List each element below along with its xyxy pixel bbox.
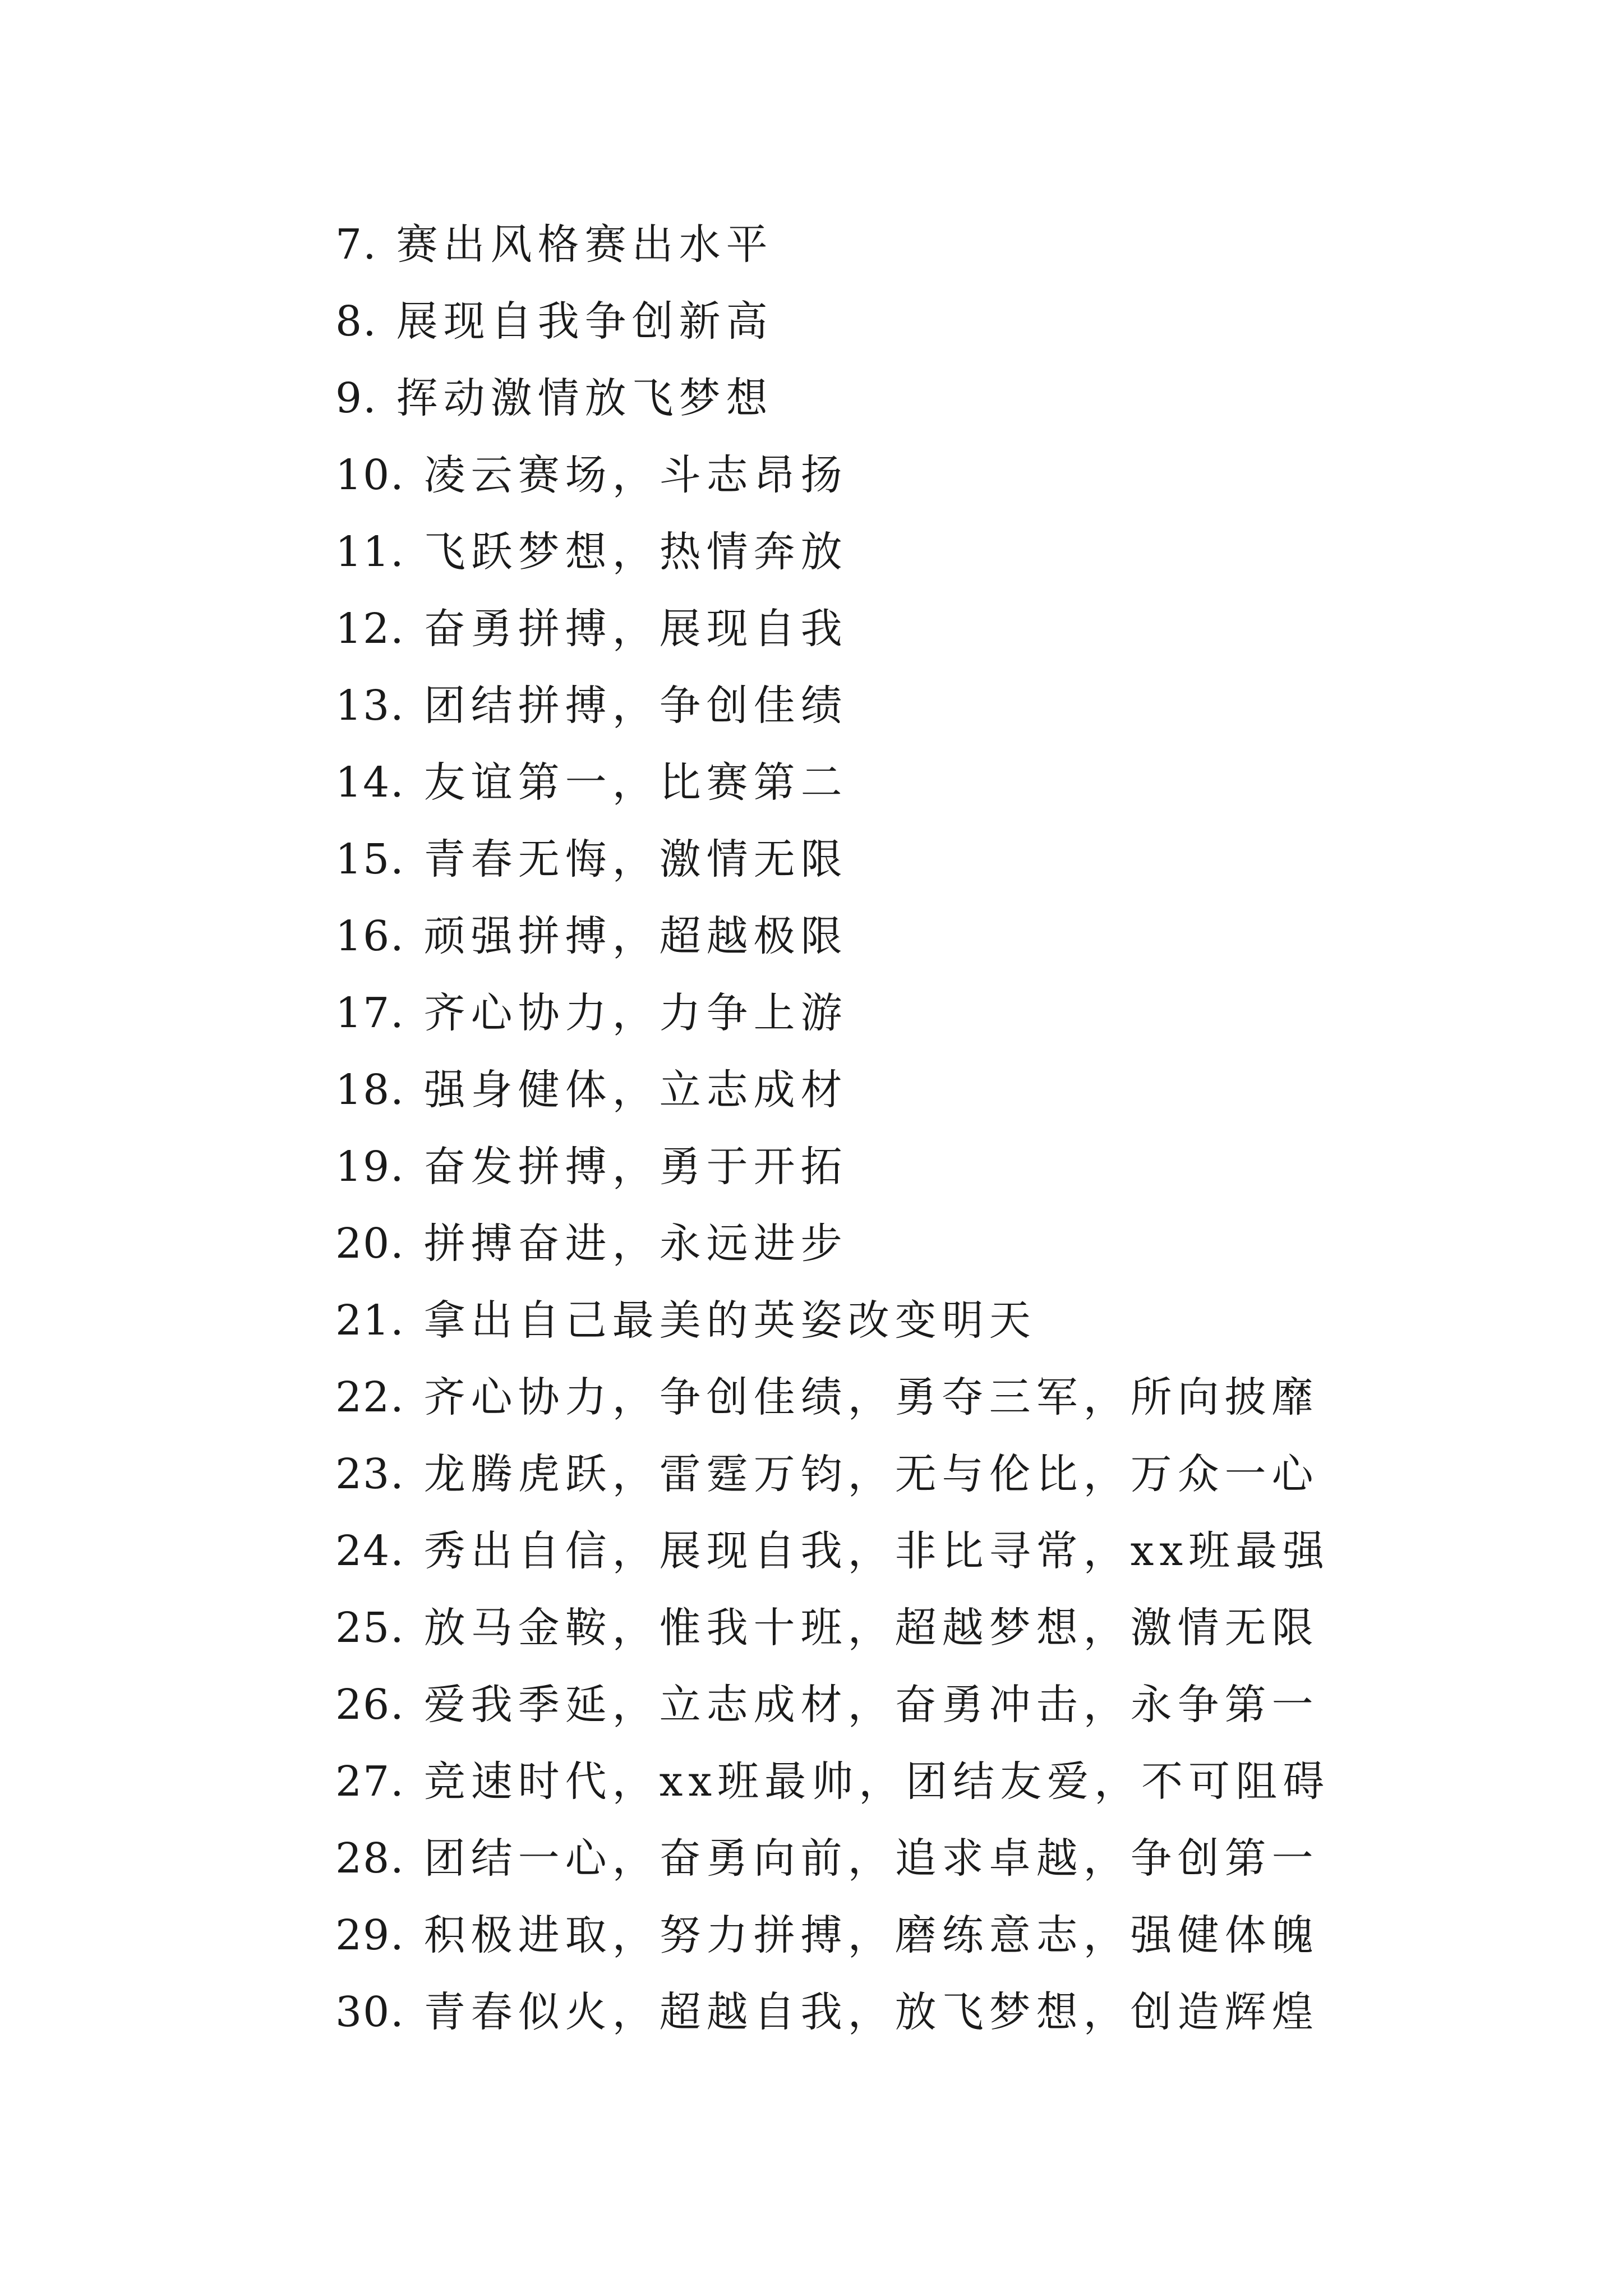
- list-item: [335, 360, 1457, 437]
- list-item: [335, 1205, 1457, 1282]
- item-number: 13.: [335, 682, 405, 730]
- list-item: [335, 1513, 1457, 1590]
- item-number: 24.: [335, 1527, 405, 1575]
- list-item: [335, 1667, 1457, 1743]
- item-number: 11.: [335, 528, 405, 576]
- item-number: 30.: [335, 1988, 405, 2036]
- item-text: 青春无悔，激情无限: [423, 835, 848, 884]
- list-item: [335, 514, 1457, 591]
- item-text: 奋发拼搏，勇于开拓: [423, 1143, 848, 1191]
- list-item: [335, 437, 1457, 514]
- slogan-list: [335, 206, 1457, 2051]
- list-item: [335, 1820, 1457, 1897]
- item-number: 15.: [335, 835, 405, 884]
- item-text: 强身健体，立志成材: [423, 1066, 848, 1114]
- list-item: [335, 1897, 1457, 1974]
- item-text: 飞跃梦想，热情奔放: [423, 528, 848, 576]
- list-item: [335, 1129, 1457, 1205]
- item-text: 奋勇拼搏，展现自我: [423, 605, 848, 653]
- item-text: 凌云赛场，斗志昂扬: [423, 451, 848, 499]
- list-item: [335, 668, 1457, 744]
- list-item: [335, 1974, 1457, 2051]
- item-number: 9.: [335, 374, 377, 422]
- list-item: [335, 1282, 1457, 1359]
- list-item: [335, 744, 1457, 821]
- list-item: [335, 591, 1457, 668]
- list-item: [335, 975, 1457, 1052]
- list-item: [335, 206, 1457, 283]
- item-text: 挥动激情放飞梦想: [396, 374, 773, 422]
- item-number: 23.: [335, 1450, 405, 1498]
- item-text: 青春似火，超越自我，放飞梦想，创造辉煌: [423, 1988, 1319, 2036]
- item-number: 21.: [335, 1296, 405, 1345]
- item-number: 28.: [335, 1834, 405, 1883]
- item-text: 齐心协力，力争上游: [423, 989, 848, 1037]
- item-text: 积极进取，努力拼搏，磨练意志，强健体魄: [423, 1911, 1319, 1959]
- item-number: 14.: [335, 758, 405, 807]
- list-item: [335, 1590, 1457, 1667]
- item-text: 爱我季延，立志成材，奋勇冲击，永争第一: [423, 1681, 1319, 1729]
- item-text: 友谊第一，比赛第二: [423, 758, 848, 807]
- item-number: 12.: [335, 605, 405, 653]
- item-number: 18.: [335, 1066, 405, 1114]
- item-text: 齐心协力，争创佳绩，勇夺三军，所向披靡: [423, 1373, 1319, 1421]
- item-text: 竞速时代，xx班最帅，团结友爱，不可阻碍: [423, 1757, 1330, 1806]
- item-number: 27.: [335, 1757, 405, 1806]
- item-text: 展现自我争创新高: [396, 297, 773, 346]
- item-number: 17.: [335, 989, 405, 1037]
- list-item: [335, 1436, 1457, 1513]
- item-text: 拿出自己最美的英姿改变明天: [423, 1296, 1036, 1345]
- item-number: 26.: [335, 1681, 405, 1729]
- list-item: [335, 821, 1457, 898]
- item-text: 顽强拼搏，超越极限: [423, 912, 848, 960]
- item-number: 16.: [335, 912, 405, 960]
- item-number: 29.: [335, 1911, 405, 1959]
- item-text: 龙腾虎跃，雷霆万钧，无与伦比，万众一心: [423, 1450, 1319, 1498]
- item-number: 7.: [335, 220, 377, 269]
- item-text: 团结拼搏，争创佳绩: [423, 682, 848, 730]
- item-text: 秀出自信，展现自我，非比寻常，xx班最强: [423, 1527, 1330, 1575]
- item-text: 赛出风格赛出水平: [396, 220, 773, 269]
- item-number: 25.: [335, 1604, 405, 1652]
- list-item: [335, 1359, 1457, 1436]
- item-text: 团结一心，奋勇向前，追求卓越，争创第一: [423, 1834, 1319, 1883]
- list-item: [335, 1743, 1457, 1820]
- item-number: 22.: [335, 1373, 405, 1421]
- item-number: 19.: [335, 1143, 405, 1191]
- item-text: 拼搏奋进，永远进步: [423, 1220, 848, 1268]
- list-item: [335, 1052, 1457, 1129]
- list-item: [335, 283, 1457, 360]
- item-text: 放马金鞍，惟我十班，超越梦想，激情无限: [423, 1604, 1319, 1652]
- item-number: 10.: [335, 451, 405, 499]
- item-number: 8.: [335, 297, 377, 346]
- list-item: [335, 898, 1457, 975]
- item-number: 20.: [335, 1220, 405, 1268]
